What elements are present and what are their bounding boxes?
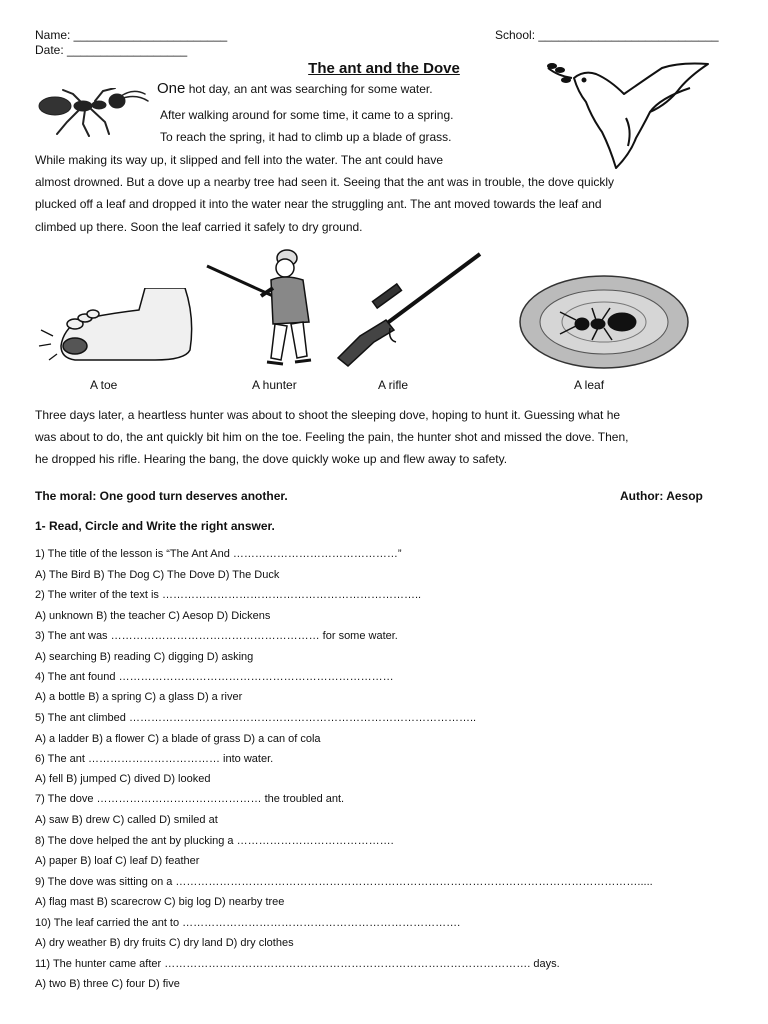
- rifle-illustration: [330, 250, 485, 368]
- answer-options[interactable]: A) paper B) loaf C) leaf D) feather: [35, 855, 200, 867]
- answer-options[interactable]: A) a ladder B) a flower C) a blade of grass D) a can of cola: [35, 733, 321, 745]
- name-field[interactable]: Name: _______________________: [35, 28, 228, 42]
- page-title: The ant and the Dove: [308, 60, 460, 77]
- answer-options[interactable]: A) unknown B) the teacher C) Aesop D) Dickens: [35, 610, 271, 622]
- story-line-1: [157, 80, 433, 97]
- school-field[interactable]: School: ___________________________: [495, 28, 719, 42]
- author-text: Author: Aesop: [620, 489, 703, 503]
- answer-options[interactable]: A) flag mast B) scarecrow C) big log D) nearby tree: [35, 896, 285, 908]
- question-line: 3) The ant was ………………………………………………… for some water.: [35, 630, 398, 642]
- story-line-7: climbed up there. Soon the leaf carried it safely to dry ground.: [35, 220, 363, 234]
- answer-options[interactable]: A) saw B) drew C) called D) smiled at: [35, 814, 218, 826]
- caption-leaf: A leaf: [574, 378, 605, 392]
- caption-hunter: A hunter: [252, 378, 297, 392]
- answer-options[interactable]: A) dry weather B) dry fruits C) dry land D) dry clothes: [35, 937, 294, 949]
- story-line-1-rest: hot day, an ant was searching for some water.: [185, 82, 433, 96]
- para2-line-1: Three days later, a heartless hunter was about to shoot the sleeping dove, hoping to hunt it. Guessing what he: [35, 408, 621, 422]
- answer-options[interactable]: A) fell B) jumped C) dived D) looked: [35, 773, 211, 785]
- story-line-5: almost drowned. But a dove up a nearby tree had seen it. Seeing that the ant was in trouble, the dove quickly: [35, 175, 615, 189]
- para2-line-3: he dropped his rifle. Hearing the bang, the dove quickly woke up and flew away to safety.: [35, 452, 508, 466]
- story-line-3: To reach the spring, it had to climb up a blade of grass.: [160, 130, 452, 144]
- leaf-illustration: [512, 268, 692, 372]
- question-line: 7) The dove ……………………………………… the troubled ant.: [35, 793, 345, 805]
- question-line: 9) The dove was sitting on a ……………………………………………………………………………………………………………….....: [35, 876, 653, 888]
- ant-illustration: [33, 88, 151, 138]
- story-line-2: After walking around for some time, it came to a spring.: [160, 108, 454, 122]
- question-line: 6) The ant ……………………………… into water.: [35, 753, 274, 765]
- para2-line-2: was about to do, the ant quickly bit him on the toe. Feeling the pain, the hunter shot and missed the dove. Then,: [35, 430, 629, 444]
- answer-options[interactable]: A) a bottle B) a spring C) a glass D) a river: [35, 691, 243, 703]
- hunter-illustration: [205, 244, 320, 370]
- story-first-word: One: [157, 80, 186, 97]
- date-field[interactable]: Date: __________________: [35, 43, 188, 57]
- question-line: 8) The dove helped the ant by plucking a …………………………………….: [35, 835, 394, 847]
- question-line: 1) The title of the lesson is “The Ant And ………………………………………”: [35, 548, 402, 560]
- toe-illustration: [35, 288, 195, 368]
- question-line: 4) The ant found …………………………………………………………………: [35, 671, 394, 683]
- question-line: 11) The hunter came after ………………………………………………………………………………………. days.: [35, 958, 560, 970]
- question-line: 10) The leaf carried the ant to ………………………………………………………………….: [35, 917, 461, 929]
- story-line-6: plucked off a leaf and dropped it into the water near the struggling ant. The ant moved towards the leaf and: [35, 197, 602, 211]
- question-line: 5) The ant climbed …………………………………………………………………………………..: [35, 712, 477, 724]
- story-line-4: While making its way up, it slipped and fell into the water. The ant could have: [35, 153, 444, 167]
- caption-rifle: A rifle: [378, 378, 409, 392]
- answer-options[interactable]: A) The Bird B) The Dog C) The Dove D) The Duck: [35, 569, 280, 581]
- answer-options[interactable]: A) searching B) reading C) digging D) asking: [35, 651, 254, 663]
- moral-text: The moral: One good turn deserves another.: [35, 489, 288, 503]
- dove-illustration: [540, 58, 715, 170]
- caption-toe: A toe: [90, 378, 118, 392]
- question-line: 2) The writer of the text is ……………………………………………………………..: [35, 589, 422, 601]
- answer-options[interactable]: A) two B) three C) four D) five: [35, 978, 180, 990]
- exercise-title: 1- Read, Circle and Write the right answer.: [35, 519, 275, 533]
